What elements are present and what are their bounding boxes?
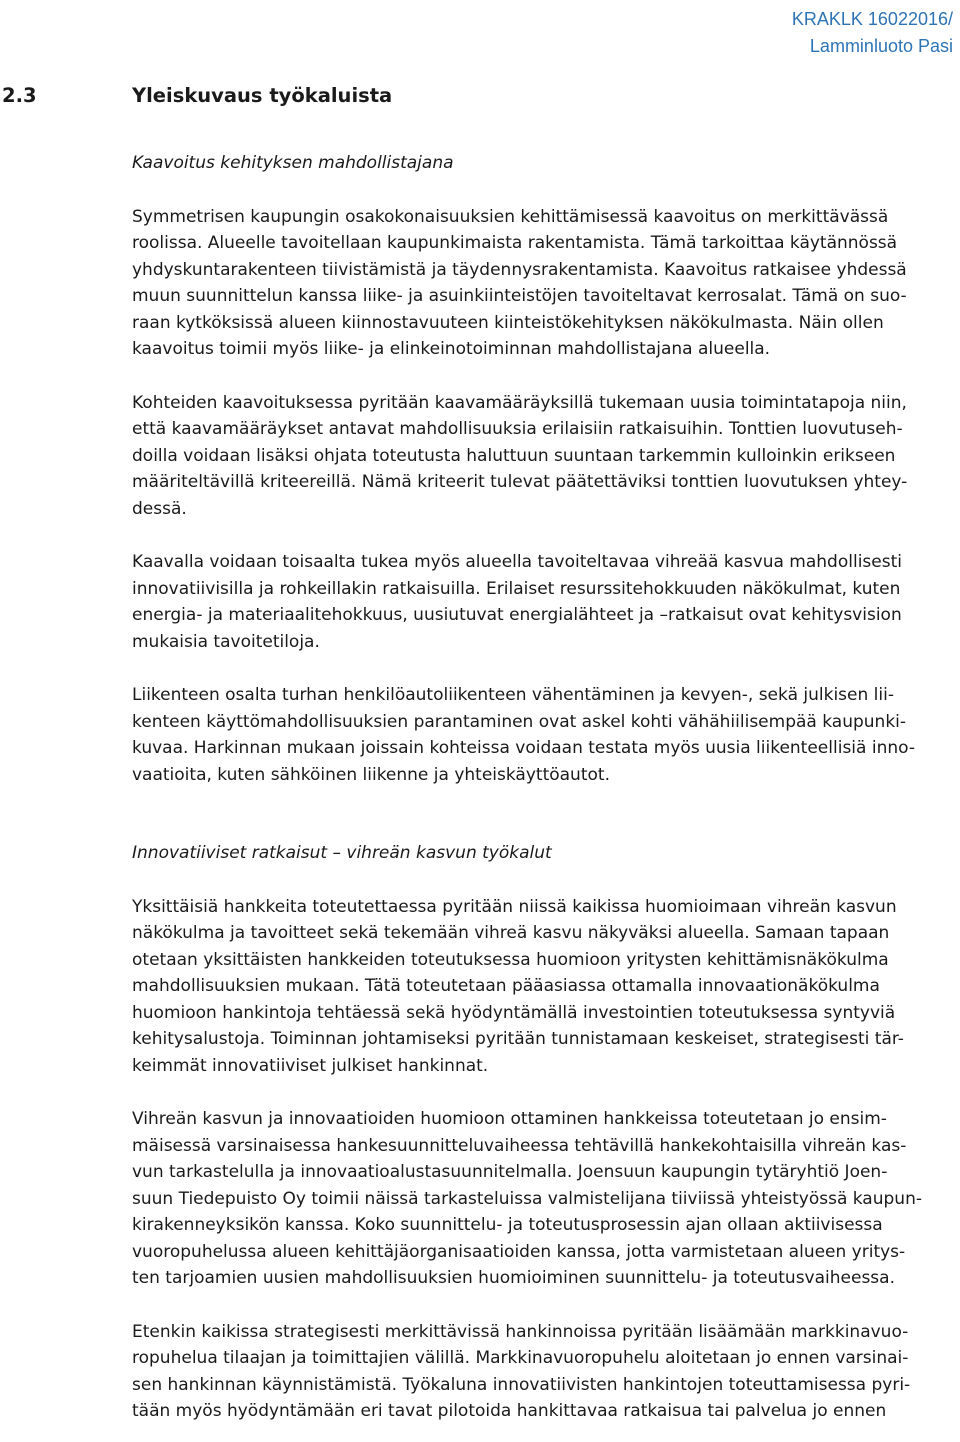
paragraph-line: suun Tiedepuisto Oy toimii näissä tarkasteluissa valmistelijana tiiviissä yhteistyössä kaupun- [132, 1188, 922, 1209]
paragraph-line: vuoropuhelussa alueen kehittäjäorganisaatioiden kanssa, jotta varmistetaan alueen yritys- [132, 1241, 906, 1262]
paragraph-line: energia- ja materiaalitehokkuus, uusiutuvat energialähteet ja –ratkaisut ovat kehitysvision [132, 605, 902, 625]
paragraph-line: Kohteiden kaavoituksessa pyritään kaavamääräyksillä tukemaan uusia toimintatapoja niin, [132, 392, 907, 413]
subheading-innovatiiviset: Innovatiiviset ratkaisut – vihreän kasvun työkalut [132, 843, 552, 863]
paragraph-line: keimmät innovatiiviset julkiset hankinnat. [132, 1055, 489, 1076]
paragraph-line: mäisessä varsinaisessa hankesuunnitteluvaiheessa tehtävillä hankekohtaisilla vihreän kas- [132, 1135, 907, 1156]
subheading-kaavoitus: Kaavoitus kehityksen mahdollistajana [132, 153, 454, 173]
paragraph-line: mahdollisuuksien mukaan. Tätä toteutetaan pääasiassa ottamalla innovaationäkökulma [132, 976, 880, 996]
paragraph-line: kuvaa. Harkinnan mukaan joissain kohteissa voidaan testata myös uusia liikenteellisiä inno- [132, 738, 915, 758]
paragraph-1 [132, 204, 952, 363]
paragraph-line: kaavoitus toimii myös liike- ja elinkeinotoiminnan mahdollistajana alueella. [132, 339, 771, 359]
paragraph-line: Symmetrisen kaupungin osakokonaisuuksien kehittämisessä kaavoitus on merkittävässä [132, 206, 889, 227]
paragraph-line: Liikenteen osalta turhan henkilöautoliikenteen vähentäminen ja kevyen-, sekä julkisen lii- [132, 685, 894, 705]
paragraph-line: mukaisia tavoitetiloja. [132, 631, 320, 652]
paragraph-line: tään myös hyödyntämään eri tavat pilotoida hankittavaa ratkaisua tai palvelua jo ennen [132, 1401, 887, 1421]
paragraph-7 [132, 1319, 952, 1425]
paragraph-line: kirakenneyksikön kanssa. Koko suunnittelu- ja toteutusprosessin ajan ollaan aktiivisessa [132, 1215, 883, 1235]
paragraph-6 [132, 1106, 952, 1292]
paragraph-line: muun suunnittelun kanssa liike- ja asuinkiinteistöjen tavoiteltavat kerrosalat. Tämä on suo- [132, 286, 907, 306]
paragraph-line: dessä. [132, 498, 187, 519]
paragraph-line: Vihreän kasvun ja innovaatioiden huomioon ottaminen hankkeissa toteutetaan jo ensim- [132, 1109, 887, 1129]
paragraph-line: kenteen käyttömahdollisuuksien parantaminen ovat askel kohti vähähiilisempää kaupunki- [132, 711, 907, 732]
paragraph-line: vaatioita, kuten sähköinen liikenne ja yhteiskäyttöautot. [132, 764, 610, 785]
paragraph-line: huomioon hankintoja tehtäessä sekä hyödyntämällä investointien toteutuksessa syntyviä [132, 1002, 896, 1023]
section-number: 2.3 [2, 84, 37, 107]
paragraph-line: Yksittäisiä hankkeita toteutettaessa pyritään niissä kaikissa huomioimaan vihreän kasvun [132, 896, 897, 917]
paragraph-line: että kaavamääräykset antavat mahdollisuuksia erilaisiin ratkaisuihin. Tonttien luovutuseh- [132, 419, 903, 439]
paragraph-3 [132, 549, 952, 655]
paragraph-line: innovatiivisilla ja rohkeillakin ratkaisuilla. Erilaiset resurssitehokkuuden näkökulmat, kuten [132, 578, 901, 599]
paragraph-line: roolissa. Alueelle tavoitellaan kaupunkimaista rakentamista. Tämä tarkoittaa käytännössä [132, 233, 898, 253]
paragraph-line: määriteltävillä kriteereillä. Nämä kriteerit tulevat päätettäviksi tonttien luovutuksen yhtey- [132, 472, 908, 492]
paragraph-line: Kaavalla voidaan toisaalta tukea myös alueella tavoiteltavaa vihreää kasvua mahdollisesti [132, 552, 902, 572]
paragraph-line: raan kytköksissä alueen kiinnostavuuteen kiinteistökehityksen näkökulmasta. Näin ollen [132, 312, 884, 333]
paragraph-line: kehitysalustoja. Toiminnan johtamiseksi pyritään tunnistamaan keskeiset, strategisesti tär- [132, 1029, 904, 1049]
paragraph-line: vun tarkastelulla ja innovaatioalustasuunnitelmalla. Joensuun kaupungin tytäryhtiö Joen- [132, 1162, 888, 1182]
header-doc-id: KRAKLK 16022016/ [791, 9, 953, 29]
paragraph-2 [132, 390, 952, 523]
header-author: Lamminluoto Pasi [809, 36, 953, 56]
paragraph-4 [132, 682, 952, 788]
section-title: Yleiskuvaus työkaluista [132, 84, 393, 107]
paragraph-line: otetaan yksittäisten hankkeiden toteutuksessa huomioon yritysten kehittämisnäkökulma [132, 949, 889, 970]
document-body [132, 150, 952, 1425]
paragraph-5 [132, 894, 952, 1080]
paragraph-line: ten tarjoamien uusien mahdollisuuksien huomioiminen suunnittelu- ja toteutusvaiheessa. [132, 1268, 895, 1288]
paragraph-line: ropuhelua tilaajan ja toimittajien välillä. Markkinavuoropuhelu aloitetaan jo ennen varsinai- [132, 1348, 909, 1368]
paragraph-line: Etenkin kaikissa strategisesti merkittävissä hankinnoissa pyritään lisäämään markkinavuo- [132, 1321, 909, 1342]
paragraph-line: sen hankinnan käynnistämistä. Työkaluna innovatiivisten hankintojen toteuttamisessa pyri- [132, 1374, 911, 1395]
paragraph-line: doilla voidaan lisäksi ohjata toteutusta haluttuun suuntaan tarkemmin kulloinkin erikseen [132, 445, 896, 466]
paragraph-line: yhdyskuntarakenteen tiivistämistä ja täydennysrakentamista. Kaavoitus ratkaisee yhdessä [132, 259, 907, 280]
page-header [792, 6, 953, 60]
paragraph-line: näkökulma ja tavoitteet sekä tekemään vihreä kasvu näkyväksi alueella. Samaan tapaan [132, 923, 890, 943]
